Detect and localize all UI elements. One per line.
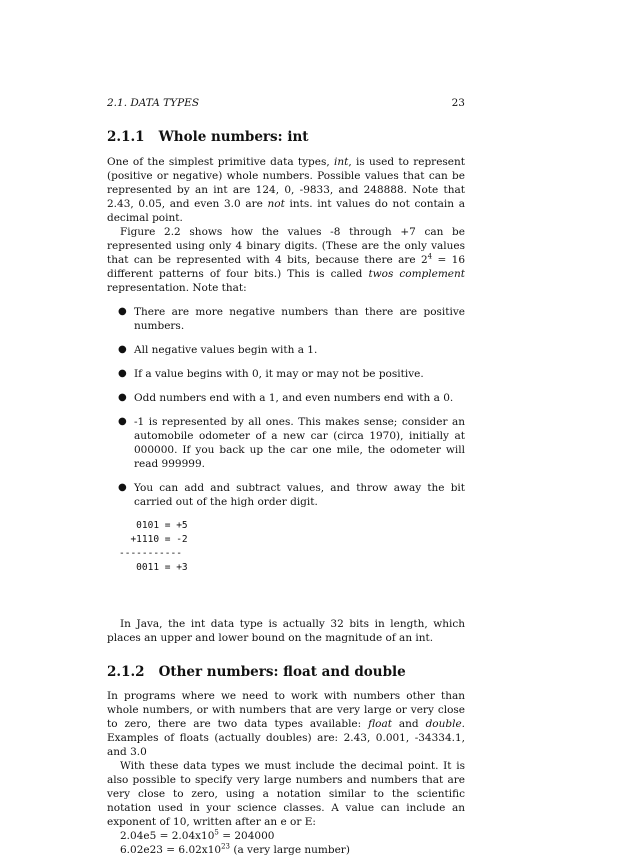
section-title: Whole numbers: int — [158, 129, 309, 145]
section-heading-float-double — [107, 663, 465, 681]
list-item: ● You can add and subtract values, and throw away the bit carried out of the high order digit. — [118, 482, 465, 508]
document-page — [107, 96, 465, 857]
bullet-icon: ● — [118, 344, 127, 355]
list-item: ● If a value begins with 0, it may or may not be positive. — [118, 368, 424, 380]
section-number: 2.1.1 — [107, 129, 145, 145]
list-item: ● Odd numbers end with a 1, and even numbers end with a 0. — [118, 392, 454, 404]
header-section-title: 2.1. DATA TYPES — [107, 97, 200, 109]
bullet-icon: ● — [118, 392, 127, 403]
running-header — [107, 96, 465, 110]
example-line-1: $2.04e5 = 2.04x10^5 = 204000$ — [120, 828, 275, 842]
list-item: ● There are more negative numbers than there are positive numbers. — [118, 306, 465, 332]
section-title: Other numbers: float and double — [158, 664, 406, 680]
paragraph-scientific-notation: With these data types we must include the decimal point. It is also possible to specify very large numbers and numbers that are very close to zero, using a notation similar to the scientific notation used in your science classes. A value can include an exponent of 10, written after an e or E: — [107, 760, 465, 828]
list-item: ● -1 is represented by all ones. This makes sense; consider an automobile odometer of a new car (circa 1970), initially at 000000. If you back up the car one mile, the odometer will read 999999. — [118, 416, 465, 470]
example-line-2: $6.02e23 = 6.02x10^{23}$ (a very large number) — [120, 842, 350, 856]
section-number: 2.1.2 — [107, 664, 145, 680]
section-heading-whole-numbers — [107, 128, 465, 146]
page-number: 23 — [451, 97, 465, 109]
paragraph-float-intro: In programs where we need to work with numbers other than whole numbers, or with numbers that are very large or very close to zero, there are two data types available: float and double. Examples of floats (actually doubles) are: 2.43, 0.001, -34334.1, and 3.0 — [107, 690, 466, 758]
bullet-icon: ● — [118, 368, 127, 379]
list-item: ● All negative values begin with a 1. — [118, 344, 318, 356]
paragraph-int-32-bits: In Java, the int data type is actually 32 bits in length, which places an upper and lower bound on the magnitude of an int. — [107, 618, 465, 644]
paragraph-twos-complement: Figure 2.2 shows how the values -8 through +7 can be represented using only 4 binary digits. (These are the only values that can be represented with 4 bits, because there are $2^4 = 16$ different patterns of four bits.) This is called twos complement representation. Note that: — [107, 226, 465, 294]
paragraph-int-intro: One of the simplest primitive data types, int, is used to represent (positive or negative) whole numbers. Possible values that can be represented by an int are 124, 0, -9833, and 248888. Note that 2.43, 0.05, and even 3.0 are not ints. int values do not contain a decimal point. — [107, 156, 465, 224]
bullet-icon: ● — [118, 482, 127, 493]
bullet-icon: ● — [118, 306, 127, 317]
binary-addition-example: 0101 = +5 +1110 = -2 ----------- 0011 = +3 — [119, 520, 188, 573]
bullet-list — [107, 305, 465, 509]
bullet-icon: ● — [118, 416, 127, 427]
